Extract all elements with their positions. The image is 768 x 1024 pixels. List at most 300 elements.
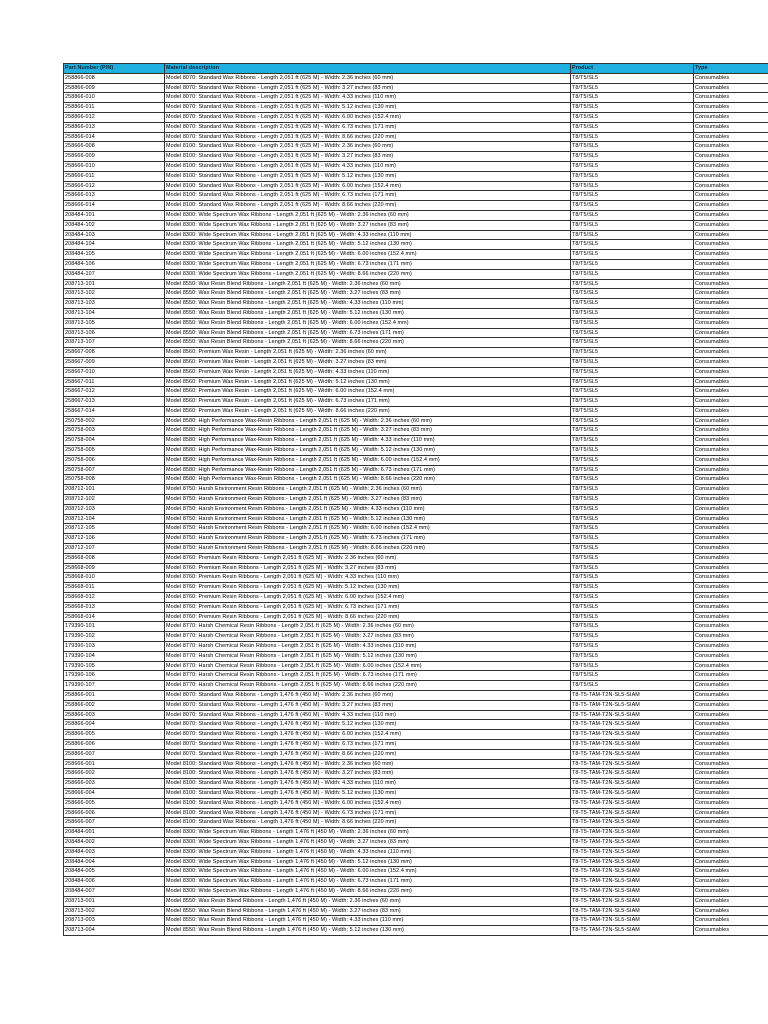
cell-part-number: 179390-104	[64, 651, 165, 661]
cell-type: Consumables	[694, 524, 768, 534]
cell-type: Consumables	[694, 926, 768, 936]
cell-part-number: 179390-102	[64, 632, 165, 642]
cell-product: T8/T5/SL5	[571, 485, 694, 495]
cell-description: Model 8100: Standard Wax Ribbons - Length 1,476 ft (450 M) - Width: 5.12 inches (130 mm)	[165, 788, 571, 798]
cell-type: Consumables	[694, 142, 768, 152]
cell-type: Consumables	[694, 906, 768, 916]
cell-part-number: 208484-104	[64, 240, 165, 250]
cell-part-number: 258666-012	[64, 181, 165, 191]
table-row	[64, 171, 768, 181]
cell-part-number: 208713-103	[64, 299, 165, 309]
cell-description: Model 8070: Standard Wax Ribbons - Length 1,476 ft (450 M) - Width: 6.00 inches (152.4 mm)	[165, 730, 571, 740]
table-row	[64, 602, 768, 612]
table-row	[64, 152, 768, 162]
table-row	[64, 475, 768, 485]
cell-part-number: 258666-004	[64, 788, 165, 798]
cell-type: Consumables	[694, 710, 768, 720]
cell-type: Consumables	[694, 161, 768, 171]
cell-product: T8/T5/SL5	[571, 308, 694, 318]
cell-product: T8-T5-TAM-T2N-SL5-SIAM	[571, 720, 694, 730]
cell-part-number: 258866-010	[64, 93, 165, 103]
cell-part-number: 208713-106	[64, 328, 165, 338]
cell-product: T8/T5/SL5	[571, 661, 694, 671]
cell-part-number: 258866-004	[64, 720, 165, 730]
cell-product: T8-T5-TAM-T2N-SL5-SIAM	[571, 710, 694, 720]
cell-part-number: 258666-006	[64, 808, 165, 818]
cell-part-number: 208484-105	[64, 250, 165, 260]
cell-type: Consumables	[694, 593, 768, 603]
table-row	[64, 886, 768, 896]
cell-type: Consumables	[694, 446, 768, 456]
cell-product: T8/T5/SL5	[571, 318, 694, 328]
table-row	[64, 798, 768, 808]
table-row	[64, 387, 768, 397]
cell-type: Consumables	[694, 348, 768, 358]
cell-product: T8/T5/SL5	[571, 181, 694, 191]
cell-description: Model 8070: Standard Wax Ribbons - Length 1,476 ft (450 M) - Width: 5.12 inches (130 mm)	[165, 720, 571, 730]
cell-type: Consumables	[694, 818, 768, 828]
table-row	[64, 514, 768, 524]
table-row	[64, 485, 768, 495]
table-row	[64, 720, 768, 730]
cell-type: Consumables	[694, 671, 768, 681]
cell-type: Consumables	[694, 377, 768, 387]
cell-product: T8-T5-TAM-T2N-SL5-SIAM	[571, 749, 694, 759]
table-row	[64, 877, 768, 887]
table-row	[64, 632, 768, 642]
cell-description: Model 8070: Standard Wax Ribbons - Length 2,051 ft (625 M) - Width: 4.33 inches (110 mm)	[165, 93, 571, 103]
cell-product: T8/T5/SL5	[571, 279, 694, 289]
cell-product: T8/T5/SL5	[571, 73, 694, 83]
cell-description: Model 8560: Premium Wax Resin - Length 2,051 ft (625 M) - Width: 3.27 inches (83 mm)	[165, 357, 571, 367]
cell-part-number: 208712-107	[64, 544, 165, 554]
cell-description: Model 8750: Harsh Environment Resin Ribbons - Length 2,051 ft (625 M) - Width: 8.66 inches (220 mm)	[165, 544, 571, 554]
cell-product: T8/T5/SL5	[571, 259, 694, 269]
cell-part-number: 208484-007	[64, 886, 165, 896]
cell-part-number: 258866-014	[64, 132, 165, 142]
cell-type: Consumables	[694, 642, 768, 652]
table-row	[64, 749, 768, 759]
table-row	[64, 779, 768, 789]
cell-part-number: 250758-007	[64, 465, 165, 475]
cell-part-number: 208484-101	[64, 210, 165, 220]
cell-product: T8/T5/SL5	[571, 622, 694, 632]
table-row	[64, 563, 768, 573]
cell-product: T8/T5/SL5	[571, 416, 694, 426]
cell-product: T8-T5-TAM-T2N-SL5-SIAM	[571, 828, 694, 838]
cell-part-number: 208712-106	[64, 534, 165, 544]
cell-product: T8/T5/SL5	[571, 593, 694, 603]
cell-type: Consumables	[694, 769, 768, 779]
cell-description: Model 8100: Standard Wax Ribbons - Length 2,051 ft (625 M) - Width: 6.73 inches (171 mm)	[165, 191, 571, 201]
cell-product: T8/T5/SL5	[571, 112, 694, 122]
cell-product: T8-T5-TAM-T2N-SL5-SIAM	[571, 788, 694, 798]
cell-type: Consumables	[694, 103, 768, 113]
table-row	[64, 847, 768, 857]
cell-description: Model 8100: Standard Wax Ribbons - Length 1,476 ft (450 M) - Width: 6.73 inches (171 mm)	[165, 808, 571, 818]
table-row	[64, 867, 768, 877]
table-row	[64, 132, 768, 142]
cell-type: Consumables	[694, 455, 768, 465]
cell-part-number: 179390-107	[64, 681, 165, 691]
cell-description: Model 8560: Premium Wax Resin - Length 2,051 ft (625 M) - Width: 6.00 inches (152.4 mm)	[165, 387, 571, 397]
cell-description: Model 8550: Wax Resin Blend Ribbons - Length 1,476 ft (450 M) - Width: 5.12 inches (130 mm)	[165, 926, 571, 936]
cell-part-number: 258667-010	[64, 367, 165, 377]
parts-table	[63, 63, 768, 936]
table-row	[64, 318, 768, 328]
cell-description: Model 8070: Standard Wax Ribbons - Length 1,476 ft (450 M) - Width: 2.36 inches (60 mm)	[165, 691, 571, 701]
table-row	[64, 191, 768, 201]
cell-description: Model 8770: Harsh Chemical Resin Ribbons - Length 2,051 ft (625 M) - Width: 8.66 inches (220 mm)	[165, 681, 571, 691]
table-row	[64, 730, 768, 740]
cell-product: T8/T5/SL5	[571, 563, 694, 573]
cell-type: Consumables	[694, 112, 768, 122]
cell-product: T8/T5/SL5	[571, 455, 694, 465]
cell-part-number: 179390-105	[64, 661, 165, 671]
cell-description: Model 8560: Premium Wax Resin - Length 2,051 ft (625 M) - Width: 6.73 inches (171 mm)	[165, 397, 571, 407]
table-row	[64, 700, 768, 710]
cell-type: Consumables	[694, 730, 768, 740]
cell-description: Model 8300: Wide Spectrum Wax Ribbons - Length 2,051 ft (625 M) - Width: 5.12 inches (130 mm)	[165, 240, 571, 250]
table-row	[64, 377, 768, 387]
table-row	[64, 495, 768, 505]
table-row	[64, 201, 768, 211]
table-row	[64, 544, 768, 554]
cell-description: Model 8580: High Performance Wax-Resin Ribbons - Length 2,051 ft (625 M) - Width: 4.33 inches (110 mm)	[165, 436, 571, 446]
cell-part-number: 258866-009	[64, 83, 165, 93]
cell-product: T8/T5/SL5	[571, 465, 694, 475]
table-row	[64, 210, 768, 220]
cell-description: Model 8070: Standard Wax Ribbons - Length 1,476 ft (450 M) - Width: 6.73 inches (171 mm)	[165, 739, 571, 749]
table-row	[64, 338, 768, 348]
cell-type: Consumables	[694, 612, 768, 622]
cell-product: T8-T5-TAM-T2N-SL5-SIAM	[571, 886, 694, 896]
cell-product: T8/T5/SL5	[571, 553, 694, 563]
cell-type: Consumables	[694, 691, 768, 701]
cell-product: T8-T5-TAM-T2N-SL5-SIAM	[571, 759, 694, 769]
table-row	[64, 926, 768, 936]
cell-type: Consumables	[694, 328, 768, 338]
cell-description: Model 8550: Wax Resin Blend Ribbons - Length 2,051 ft (625 M) - Width: 4.33 inches (110 mm)	[165, 299, 571, 309]
cell-product: T8-T5-TAM-T2N-SL5-SIAM	[571, 926, 694, 936]
cell-description: Model 8300: Wide Spectrum Wax Ribbons - Length 2,051 ft (625 M) - Width: 8.66 inches (220 mm)	[165, 269, 571, 279]
cell-description: Model 8580: High Performance Wax-Resin Ribbons - Length 2,051 ft (625 M) - Width: 3.27 inches (83 mm)	[165, 426, 571, 436]
cell-part-number: 208713-104	[64, 308, 165, 318]
cell-description: Model 8070: Standard Wax Ribbons - Length 1,476 ft (450 M) - Width: 4.33 inches (110 mm)	[165, 710, 571, 720]
cell-product: T8/T5/SL5	[571, 397, 694, 407]
cell-type: Consumables	[694, 896, 768, 906]
cell-description: Model 8550: Wax Resin Blend Ribbons - Length 2,051 ft (625 M) - Width: 6.00 inches (152.4 mm)	[165, 318, 571, 328]
table-row	[64, 240, 768, 250]
cell-part-number: 208713-001	[64, 896, 165, 906]
cell-part-number: 258668-013	[64, 602, 165, 612]
cell-description: Model 8300: Wide Spectrum Wax Ribbons - Length 1,476 ft (450 M) - Width: 6.73 inches (171 mm)	[165, 877, 571, 887]
cell-description: Model 8560: Premium Wax Resin - Length 2,051 ft (625 M) - Width: 8.66 inches (220 mm)	[165, 406, 571, 416]
cell-type: Consumables	[694, 426, 768, 436]
cell-type: Consumables	[694, 132, 768, 142]
cell-part-number: 250758-005	[64, 446, 165, 456]
table-row	[64, 357, 768, 367]
table-row	[64, 259, 768, 269]
cell-part-number: 258666-011	[64, 171, 165, 181]
cell-part-number: 258866-003	[64, 710, 165, 720]
table-row	[64, 416, 768, 426]
cell-description: Model 8760: Premium Resin Ribbons - Length 2,051 ft (625 M) - Width: 6.73 inches (171 mm)	[165, 602, 571, 612]
cell-product: T8/T5/SL5	[571, 122, 694, 132]
table-row	[64, 406, 768, 416]
cell-type: Consumables	[694, 240, 768, 250]
cell-part-number: 208484-107	[64, 269, 165, 279]
cell-description: Model 8560: Premium Wax Resin - Length 2,051 ft (625 M) - Width: 2.36 inches (60 mm)	[165, 348, 571, 358]
cell-product: T8/T5/SL5	[571, 299, 694, 309]
cell-product: T8-T5-TAM-T2N-SL5-SIAM	[571, 769, 694, 779]
cell-product: T8-T5-TAM-T2N-SL5-SIAM	[571, 837, 694, 847]
cell-description: Model 8300: Wide Spectrum Wax Ribbons - Length 2,051 ft (625 M) - Width: 3.27 inches (83 mm)	[165, 220, 571, 230]
table-row	[64, 671, 768, 681]
cell-type: Consumables	[694, 622, 768, 632]
cell-product: T8-T5-TAM-T2N-SL5-SIAM	[571, 867, 694, 877]
cell-description: Model 8300: Wide Spectrum Wax Ribbons - Length 1,476 ft (450 M) - Width: 5.12 inches (130 mm)	[165, 857, 571, 867]
cell-part-number: 250758-008	[64, 475, 165, 485]
table-row	[64, 426, 768, 436]
cell-product: T8-T5-TAM-T2N-SL5-SIAM	[571, 798, 694, 808]
parts-table-container	[63, 63, 768, 936]
cell-product: T8/T5/SL5	[571, 495, 694, 505]
cell-type: Consumables	[694, 308, 768, 318]
cell-type: Consumables	[694, 798, 768, 808]
cell-part-number: 208712-105	[64, 524, 165, 534]
table-row	[64, 446, 768, 456]
cell-type: Consumables	[694, 749, 768, 759]
cell-description: Model 8100: Standard Wax Ribbons - Length 2,051 ft (625 M) - Width: 6.00 inches (152.4 mm)	[165, 181, 571, 191]
header-row	[64, 64, 768, 74]
table-row	[64, 906, 768, 916]
cell-product: T8/T5/SL5	[571, 171, 694, 181]
table-row	[64, 651, 768, 661]
cell-description: Model 8100: Standard Wax Ribbons - Length 2,051 ft (625 M) - Width: 2.36 inches (60 mm)	[165, 142, 571, 152]
cell-description: Model 8560: Premium Wax Resin - Length 2,051 ft (625 M) - Width: 4.33 inches (110 mm)	[165, 367, 571, 377]
cell-description: Model 8550: Wax Resin Blend Ribbons - Length 2,051 ft (625 M) - Width: 6.73 inches (171 mm)	[165, 328, 571, 338]
table-row	[64, 181, 768, 191]
table-row	[64, 808, 768, 818]
cell-part-number: 258668-008	[64, 553, 165, 563]
cell-description: Model 8100: Standard Wax Ribbons - Length 1,476 ft (450 M) - Width: 4.33 inches (110 mm)	[165, 779, 571, 789]
cell-product: T8/T5/SL5	[571, 534, 694, 544]
cell-description: Model 8750: Harsh Environment Resin Ribbons - Length 2,051 ft (625 M) - Width: 3.27 inches (83 mm)	[165, 495, 571, 505]
cell-product: T8/T5/SL5	[571, 544, 694, 554]
cell-type: Consumables	[694, 338, 768, 348]
table-row	[64, 788, 768, 798]
cell-part-number: 208484-006	[64, 877, 165, 887]
cell-description: Model 8580: High Performance Wax-Resin Ribbons - Length 2,051 ft (625 M) - Width: 5.12 inches (130 mm)	[165, 446, 571, 456]
cell-part-number: 179390-103	[64, 642, 165, 652]
cell-part-number: 208713-003	[64, 916, 165, 926]
cell-part-number: 258866-001	[64, 691, 165, 701]
table-row	[64, 828, 768, 838]
cell-product: T8-T5-TAM-T2N-SL5-SIAM	[571, 818, 694, 828]
cell-description: Model 8760: Premium Resin Ribbons - Length 2,051 ft (625 M) - Width: 8.66 inches (220 mm)	[165, 612, 571, 622]
cell-type: Consumables	[694, 181, 768, 191]
cell-product: T8/T5/SL5	[571, 504, 694, 514]
cell-description: Model 8300: Wide Spectrum Wax Ribbons - Length 2,051 ft (625 M) - Width: 4.33 inches (110 mm)	[165, 230, 571, 240]
header-type: Type	[694, 64, 768, 74]
cell-description: Model 8760: Premium Resin Ribbons - Length 2,051 ft (625 M) - Width: 3.27 inches (83 mm)	[165, 563, 571, 573]
table-row	[64, 142, 768, 152]
cell-type: Consumables	[694, 632, 768, 642]
cell-type: Consumables	[694, 886, 768, 896]
table-row	[64, 896, 768, 906]
table-row	[64, 220, 768, 230]
cell-type: Consumables	[694, 651, 768, 661]
cell-product: T8/T5/SL5	[571, 93, 694, 103]
table-row	[64, 710, 768, 720]
cell-part-number: 208712-102	[64, 495, 165, 505]
cell-part-number: 208484-003	[64, 847, 165, 857]
cell-description: Model 8750: Harsh Environment Resin Ribbons - Length 2,051 ft (625 M) - Width: 5.12 inches (130 mm)	[165, 514, 571, 524]
cell-part-number: 258866-013	[64, 122, 165, 132]
table-row	[64, 455, 768, 465]
cell-product: T8/T5/SL5	[571, 573, 694, 583]
cell-part-number: 208713-105	[64, 318, 165, 328]
cell-description: Model 8760: Premium Resin Ribbons - Length 2,051 ft (625 M) - Width: 5.12 inches (130 mm)	[165, 583, 571, 593]
table-body	[64, 73, 768, 935]
cell-product: T8/T5/SL5	[571, 514, 694, 524]
cell-description: Model 8300: Wide Spectrum Wax Ribbons - Length 1,476 ft (450 M) - Width: 8.66 inches (220 mm)	[165, 886, 571, 896]
cell-description: Model 8750: Harsh Environment Resin Ribbons - Length 2,051 ft (625 M) - Width: 6.73 inches (171 mm)	[165, 534, 571, 544]
cell-description: Model 8100: Standard Wax Ribbons - Length 1,476 ft (450 M) - Width: 2.36 inches (60 mm)	[165, 759, 571, 769]
table-row	[64, 691, 768, 701]
cell-product: T8/T5/SL5	[571, 387, 694, 397]
cell-type: Consumables	[694, 857, 768, 867]
table-row	[64, 73, 768, 83]
cell-type: Consumables	[694, 485, 768, 495]
cell-description: Model 8580: High Performance Wax-Resin Ribbons - Length 2,051 ft (625 M) - Width: 6.00 inches (152.4 mm)	[165, 455, 571, 465]
cell-part-number: 208713-002	[64, 906, 165, 916]
cell-product: T8-T5-TAM-T2N-SL5-SIAM	[571, 739, 694, 749]
cell-description: Model 8750: Harsh Environment Resin Ribbons - Length 2,051 ft (625 M) - Width: 6.00 inches (152.4 mm)	[165, 524, 571, 534]
cell-type: Consumables	[694, 759, 768, 769]
table-row	[64, 397, 768, 407]
cell-type: Consumables	[694, 220, 768, 230]
table-row	[64, 573, 768, 583]
cell-part-number: 258667-014	[64, 406, 165, 416]
cell-description: Model 8100: Standard Wax Ribbons - Length 1,476 ft (450 M) - Width: 3.27 inches (83 mm)	[165, 769, 571, 779]
cell-product: T8/T5/SL5	[571, 642, 694, 652]
table-row	[64, 250, 768, 260]
cell-type: Consumables	[694, 495, 768, 505]
cell-type: Consumables	[694, 259, 768, 269]
cell-type: Consumables	[694, 465, 768, 475]
cell-description: Model 8770: Harsh Chemical Resin Ribbons - Length 2,051 ft (625 M) - Width: 5.12 inches (130 mm)	[165, 651, 571, 661]
table-row	[64, 769, 768, 779]
cell-type: Consumables	[694, 681, 768, 691]
cell-part-number: 258666-002	[64, 769, 165, 779]
cell-description: Model 8070: Standard Wax Ribbons - Length 1,476 ft (450 M) - Width: 8.66 inches (220 mm)	[165, 749, 571, 759]
cell-product: T8-T5-TAM-T2N-SL5-SIAM	[571, 916, 694, 926]
cell-part-number: 258866-008	[64, 73, 165, 83]
cell-product: T8-T5-TAM-T2N-SL5-SIAM	[571, 691, 694, 701]
table-row	[64, 837, 768, 847]
cell-type: Consumables	[694, 602, 768, 612]
table-row	[64, 553, 768, 563]
cell-description: Model 8770: Harsh Chemical Resin Ribbons - Length 2,051 ft (625 M) - Width: 4.33 inches (110 mm)	[165, 642, 571, 652]
cell-type: Consumables	[694, 779, 768, 789]
cell-part-number: 208484-001	[64, 828, 165, 838]
table-row	[64, 504, 768, 514]
cell-type: Consumables	[694, 152, 768, 162]
cell-product: T8-T5-TAM-T2N-SL5-SIAM	[571, 847, 694, 857]
cell-product: T8-T5-TAM-T2N-SL5-SIAM	[571, 906, 694, 916]
table-row	[64, 367, 768, 377]
cell-description: Model 8100: Standard Wax Ribbons - Length 1,476 ft (450 M) - Width: 8.66 inches (220 mm)	[165, 818, 571, 828]
cell-type: Consumables	[694, 837, 768, 847]
cell-type: Consumables	[694, 122, 768, 132]
cell-product: T8/T5/SL5	[571, 612, 694, 622]
cell-description: Model 8760: Premium Resin Ribbons - Length 2,051 ft (625 M) - Width: 2.36 inches (60 mm)	[165, 553, 571, 563]
cell-part-number: 208712-101	[64, 485, 165, 495]
cell-part-number: 258666-005	[64, 798, 165, 808]
cell-description: Model 8750: Harsh Environment Resin Ribbons - Length 2,051 ft (625 M) - Width: 2.36 inches (60 mm)	[165, 485, 571, 495]
cell-part-number: 258666-007	[64, 818, 165, 828]
cell-description: Model 8070: Standard Wax Ribbons - Length 2,051 ft (625 M) - Width: 2.36 inches (60 mm)	[165, 73, 571, 83]
cell-description: Model 8550: Wax Resin Blend Ribbons - Length 2,051 ft (625 M) - Width: 3.27 inches (83 mm)	[165, 289, 571, 299]
cell-description: Model 8560: Premium Wax Resin - Length 2,051 ft (625 M) - Width: 5.12 inches (130 mm)	[165, 377, 571, 387]
table-row	[64, 328, 768, 338]
cell-part-number: 208712-104	[64, 514, 165, 524]
cell-description: Model 8580: High Performance Wax-Resin Ribbons - Length 2,051 ft (625 M) - Width: 2.36 inches (60 mm)	[165, 416, 571, 426]
table-row	[64, 534, 768, 544]
cell-type: Consumables	[694, 397, 768, 407]
cell-description: Model 8100: Standard Wax Ribbons - Length 2,051 ft (625 M) - Width: 3.27 inches (83 mm)	[165, 152, 571, 162]
cell-part-number: 258667-009	[64, 357, 165, 367]
cell-type: Consumables	[694, 416, 768, 426]
cell-product: T8/T5/SL5	[571, 632, 694, 642]
cell-product: T8/T5/SL5	[571, 602, 694, 612]
cell-product: T8-T5-TAM-T2N-SL5-SIAM	[571, 700, 694, 710]
cell-part-number: 208713-101	[64, 279, 165, 289]
header-product: Product	[571, 64, 694, 74]
cell-type: Consumables	[694, 916, 768, 926]
cell-description: Model 8300: Wide Spectrum Wax Ribbons - Length 1,476 ft (450 M) - Width: 4.33 inches (110 mm)	[165, 847, 571, 857]
cell-description: Model 8300: Wide Spectrum Wax Ribbons - Length 1,476 ft (450 M) - Width: 6.00 inches (152.4 mm)	[165, 867, 571, 877]
cell-type: Consumables	[694, 357, 768, 367]
cell-product: T8/T5/SL5	[571, 524, 694, 534]
cell-product: T8/T5/SL5	[571, 338, 694, 348]
cell-part-number: 258668-010	[64, 573, 165, 583]
cell-part-number: 258866-002	[64, 700, 165, 710]
cell-part-number: 258668-009	[64, 563, 165, 573]
cell-part-number: 250758-006	[64, 455, 165, 465]
cell-product: T8-T5-TAM-T2N-SL5-SIAM	[571, 896, 694, 906]
cell-type: Consumables	[694, 514, 768, 524]
cell-product: T8/T5/SL5	[571, 210, 694, 220]
cell-product: T8/T5/SL5	[571, 132, 694, 142]
cell-description: Model 8100: Standard Wax Ribbons - Length 2,051 ft (625 M) - Width: 5.12 inches (130 mm)	[165, 171, 571, 181]
table-row	[64, 279, 768, 289]
table-row	[64, 289, 768, 299]
table-row	[64, 583, 768, 593]
cell-description: Model 8770: Harsh Chemical Resin Ribbons - Length 2,051 ft (625 M) - Width: 6.73 inches (171 mm)	[165, 671, 571, 681]
cell-type: Consumables	[694, 583, 768, 593]
cell-type: Consumables	[694, 739, 768, 749]
cell-product: T8/T5/SL5	[571, 142, 694, 152]
cell-product: T8/T5/SL5	[571, 191, 694, 201]
cell-description: Model 8070: Standard Wax Ribbons - Length 2,051 ft (625 M) - Width: 3.27 inches (83 mm)	[165, 83, 571, 93]
table-row	[64, 642, 768, 652]
cell-description: Model 8770: Harsh Chemical Resin Ribbons - Length 2,051 ft (625 M) - Width: 6.00 inches (152.4 mm)	[165, 661, 571, 671]
cell-part-number: 258866-012	[64, 112, 165, 122]
cell-part-number: 208484-103	[64, 230, 165, 240]
